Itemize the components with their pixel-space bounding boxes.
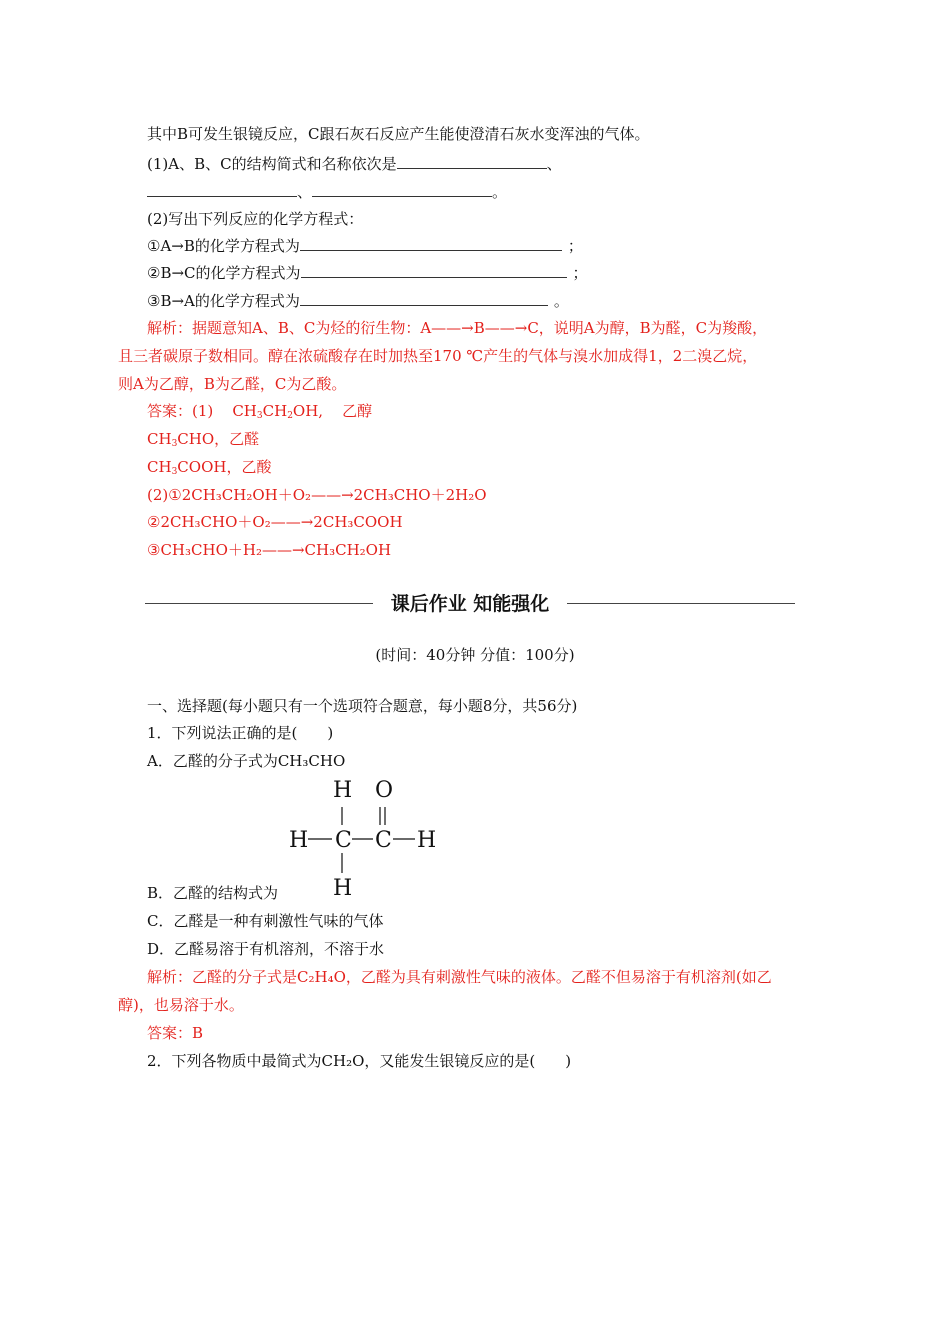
option-a: A．乙醛的分子式为CH₃CHO (147, 752, 346, 770)
question-1-prompt (147, 153, 562, 174)
analysis-line: 醇)，也易溶于水。 (118, 996, 244, 1014)
section-header (145, 590, 795, 618)
section-meta: (时间：40分钟 分值：100分) (375, 646, 575, 664)
equation-line: ③CH₃CHO＋H₂——→CH₃CH₂OH (147, 541, 392, 559)
divider (567, 603, 795, 604)
option-c: C．乙醛是一种有刺激性气味的气体 (147, 912, 384, 930)
analysis-line: 且三者碳原子数相同。醇在浓硫酸存在时加热至170 ℃产生的气体与溴水加成得1，2二溴乙烷， (118, 347, 758, 365)
answer-line (147, 429, 259, 449)
atom-h-top: H (333, 778, 353, 803)
question-1-blanks (147, 181, 507, 202)
reaction-2 (147, 262, 588, 283)
formula-subscript: 3 (171, 467, 178, 477)
equation-blank-2[interactable] (301, 262, 567, 278)
analysis-line: 解析：据题意知A、B、C为烃的衍生物：A——→B——→C，说明A为醇，B为醛，C为羧酸， (147, 319, 768, 337)
answer-blank-b[interactable] (147, 181, 297, 197)
end-mark: ； (567, 237, 583, 255)
formula-subscript: 2 (287, 411, 293, 421)
part-heading: 一、选择题(每小题只有一个选项符合题意，每小题8分，共56分) (147, 697, 578, 715)
answer-blank-c[interactable] (312, 181, 492, 197)
equation-line: (2)①2CH₃CH₂OH＋O₂——→2CH₃CHO＋2H₂O (147, 486, 487, 504)
equation-blank-1[interactable] (300, 235, 562, 251)
answer-line (147, 401, 372, 421)
atom-c1: C (335, 828, 352, 853)
atom-h-bottom: H (333, 876, 353, 901)
end-mark: 。 (553, 292, 569, 310)
answer-line: 答案：B (147, 1024, 204, 1042)
reaction-1 (147, 235, 583, 256)
end-mark: 。 (492, 183, 508, 201)
question-1-text: (1)A、B、C的结构简式和名称依次是 (147, 155, 397, 173)
question-stem: 2．下列各物质中最简式为CH₂O，又能发生银镜反应的是( ) (147, 1052, 572, 1070)
formula-subscript: 3 (171, 439, 178, 449)
formula-part: CH (147, 430, 172, 448)
separator: 、 (546, 155, 562, 173)
question-stem: 1．下列说法正确的是( ) (147, 724, 334, 742)
reaction-1-label: ①A→B的化学方程式为 (147, 237, 300, 255)
answer-label: 答案：(1) (147, 402, 214, 420)
formula-subscript: 3 (256, 411, 263, 421)
formula-part: CH (262, 402, 288, 420)
section-title: 课后作业 知能强化 (390, 593, 550, 615)
formula-part: COOH，乙酸 (177, 458, 272, 476)
formula-part: CH (232, 402, 257, 420)
question-2-prompt: (2)写出下列反应的化学方程式： (147, 210, 364, 228)
acetaldehyde-structure (283, 775, 453, 905)
reaction-3 (147, 290, 569, 311)
analysis-line: 则A为乙醇，B为乙醛，C为乙酸。 (118, 375, 347, 393)
compound-name: 乙醇 (342, 402, 373, 420)
reaction-3-label: ③B→A的化学方程式为 (147, 292, 300, 310)
atom-h-left: H (289, 828, 309, 853)
reaction-2-label: ②B→C的化学方程式为 (147, 264, 301, 282)
answer-line (147, 457, 271, 477)
formula-part: OH, (292, 402, 324, 420)
atom-c2: C (375, 828, 392, 853)
separator: 、 (297, 183, 313, 201)
divider (145, 603, 373, 604)
answer-blank-a[interactable] (397, 153, 547, 169)
atom-h-right: H (417, 828, 437, 853)
option-b: B．乙醛的结构式为 (147, 884, 279, 902)
end-mark: ； (572, 264, 588, 282)
analysis-line: 解析：乙醛的分子式是C₂H₄O，乙醛为具有刺激性气味的液体。乙醛不但易溶于有机溶剂(如乙 (147, 968, 772, 986)
equation-blank-3[interactable] (300, 290, 548, 306)
formula-part: CH (147, 458, 172, 476)
atom-o: O (375, 778, 394, 803)
equation-line: ②2CH₃CHO＋O₂——→2CH₃COOH (147, 513, 403, 531)
option-d: D．乙醛易溶于有机溶剂，不溶于水 (147, 940, 385, 958)
intro-line: 其中B可发生银镜反应，C跟石灰石反应产生能使澄清石灰水变浑浊的气体。 (147, 125, 650, 143)
formula-part: CHO，乙醛 (177, 430, 260, 448)
